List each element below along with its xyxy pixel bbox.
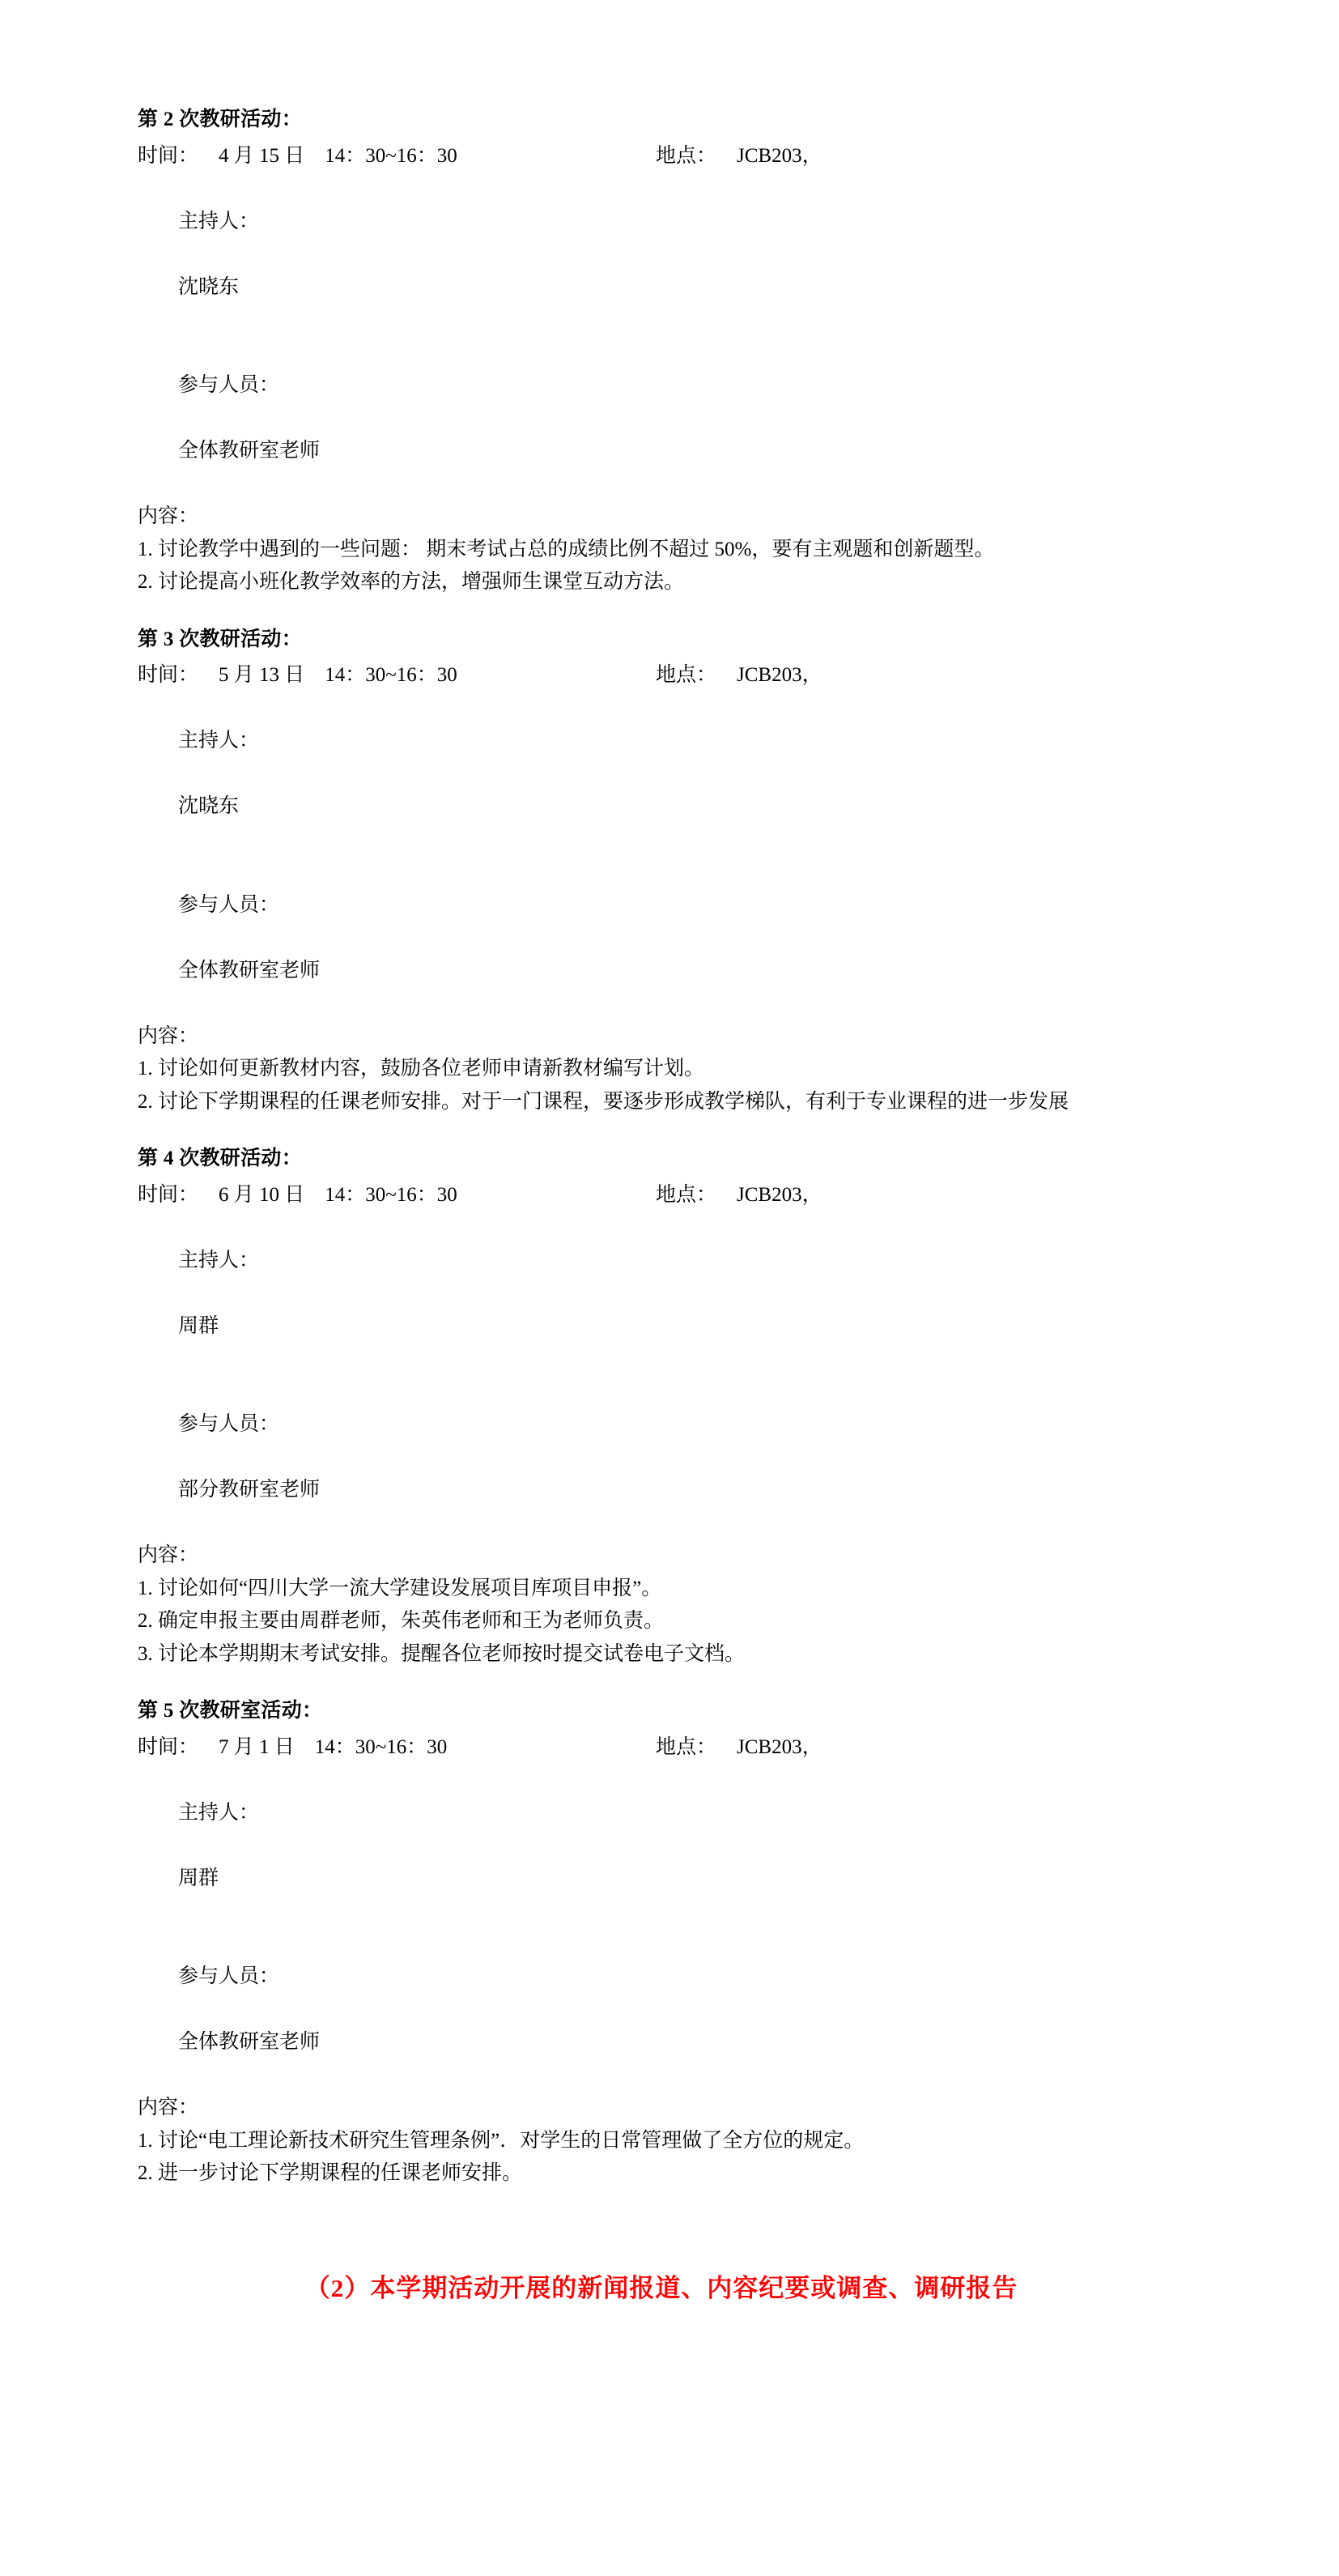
- time-label: 时间：: [138, 1735, 199, 1758]
- meeting-section: [138, 624, 1185, 1119]
- participants-row: [138, 1928, 1185, 2093]
- participants-value: 全体教研室老师: [178, 440, 321, 462]
- content-label: 内容：: [138, 505, 199, 527]
- document-body: [138, 104, 1185, 2576]
- time-row: [138, 1179, 1185, 1212]
- section-title: 第 3 次教研活动：: [138, 628, 303, 650]
- section-title: 第 2 次教研活动：: [138, 109, 303, 130]
- meeting-section: [138, 104, 1185, 599]
- time-value: 7 月 1 日 14：30~16：30: [219, 1735, 448, 1758]
- time-value: 6 月 10 日 14：30~16：30: [219, 1183, 457, 1206]
- meeting-section: [138, 1143, 1185, 1671]
- host-label: 主持人：: [178, 210, 260, 232]
- place-value: JCB203，: [737, 144, 823, 167]
- content-item: 2. 进一步讨论下学期课程的任课老师安排。: [138, 2162, 523, 2184]
- host-row: [138, 172, 1185, 337]
- time-label: 时间：: [138, 664, 199, 686]
- participants-value: 全体教研室老师: [178, 2031, 321, 2053]
- host-value: 周群: [178, 1867, 219, 1889]
- host-label: 主持人：: [178, 730, 260, 752]
- content-item: 3. 讨论本学期期末考试安排。提醒各位老师按时提交试卷电子文档。: [138, 1642, 746, 1665]
- participants-label: 参与人员：: [178, 1965, 280, 1987]
- place-label: 地点：: [656, 1735, 717, 1758]
- host-label: 主持人：: [178, 1801, 260, 1824]
- time-label: 时间：: [138, 144, 199, 167]
- section-title: 第 4 次教研活动：: [138, 1147, 303, 1169]
- host-value: 沈晓东: [178, 275, 240, 298]
- time-label: 时间：: [138, 1183, 199, 1206]
- content-item: 1. 讨论如何“四川大学一流大学建设发展项目库项目申报”。: [138, 1577, 662, 1599]
- time-row: [138, 140, 1185, 173]
- host-label: 主持人：: [178, 1249, 260, 1271]
- participants-row: [138, 337, 1185, 501]
- time-row: [138, 659, 1185, 692]
- place-label: 地点：: [656, 664, 717, 686]
- host-row: [138, 1211, 1185, 1376]
- content-label: 内容：: [138, 1544, 199, 1566]
- participants-row: [138, 1376, 1185, 1540]
- participants-label: 参与人员：: [178, 374, 280, 396]
- content-item: 2. 讨论下学期课程的任课老师安排。对于一门课程，要逐步形成教学梯队，有利于专业课程的进一步发展: [138, 1090, 1069, 1113]
- place-label: 地点：: [656, 144, 717, 167]
- participants-label: 参与人员：: [178, 1413, 280, 1435]
- time-row: [138, 1731, 1185, 1765]
- time-value: 5 月 13 日 14：30~16：30: [219, 664, 457, 686]
- content-item: 2. 确定申报主要由周群老师，朱英伟老师和王为老师负责。: [138, 1610, 665, 1632]
- meeting-section: [138, 1695, 1185, 2191]
- page-bottom-space: [138, 2309, 1185, 2576]
- participants-label: 参与人员：: [178, 893, 280, 916]
- content-label: 内容：: [138, 1024, 199, 1047]
- content-item: 2. 讨论提高小班化教学效率的方法，增强师生课堂互动方法。: [138, 571, 685, 593]
- section-heading-red: （2）本学期活动开展的新闻报道、内容纪要或调查、调研报告: [304, 2273, 1018, 2302]
- host-row: [138, 692, 1185, 857]
- place-value: JCB203，: [737, 1735, 823, 1758]
- participants-value: 全体教研室老师: [178, 959, 321, 981]
- section-title: 第 5 次教研室活动：: [138, 1700, 323, 1722]
- content-item: 1. 讨论如何更新教材内容，鼓励各位老师申请新教材编写计划。: [138, 1058, 705, 1079]
- content-item: 1. 讨论“电工理论新技术研究生管理条例”．对学生的日常管理做了全方位的规定。: [138, 2129, 865, 2152]
- host-value: 沈晓东: [178, 795, 240, 817]
- participants-value: 部分教研室老师: [178, 1479, 321, 1501]
- host-value: 周群: [178, 1314, 219, 1337]
- place-value: JCB203，: [737, 664, 823, 686]
- place-label: 地点：: [656, 1183, 717, 1206]
- participants-row: [138, 856, 1185, 1020]
- place-value: JCB203，: [737, 1183, 823, 1206]
- content-item: 1. 讨论教学中遇到的一些问题： 期末考试占总的成绩比例不超过 50%，要有主观题和创新题型。: [138, 538, 995, 560]
- host-row: [138, 1764, 1185, 1928]
- content-label: 内容：: [138, 2097, 199, 2118]
- time-value: 4 月 15 日 14：30~16：30: [219, 144, 457, 167]
